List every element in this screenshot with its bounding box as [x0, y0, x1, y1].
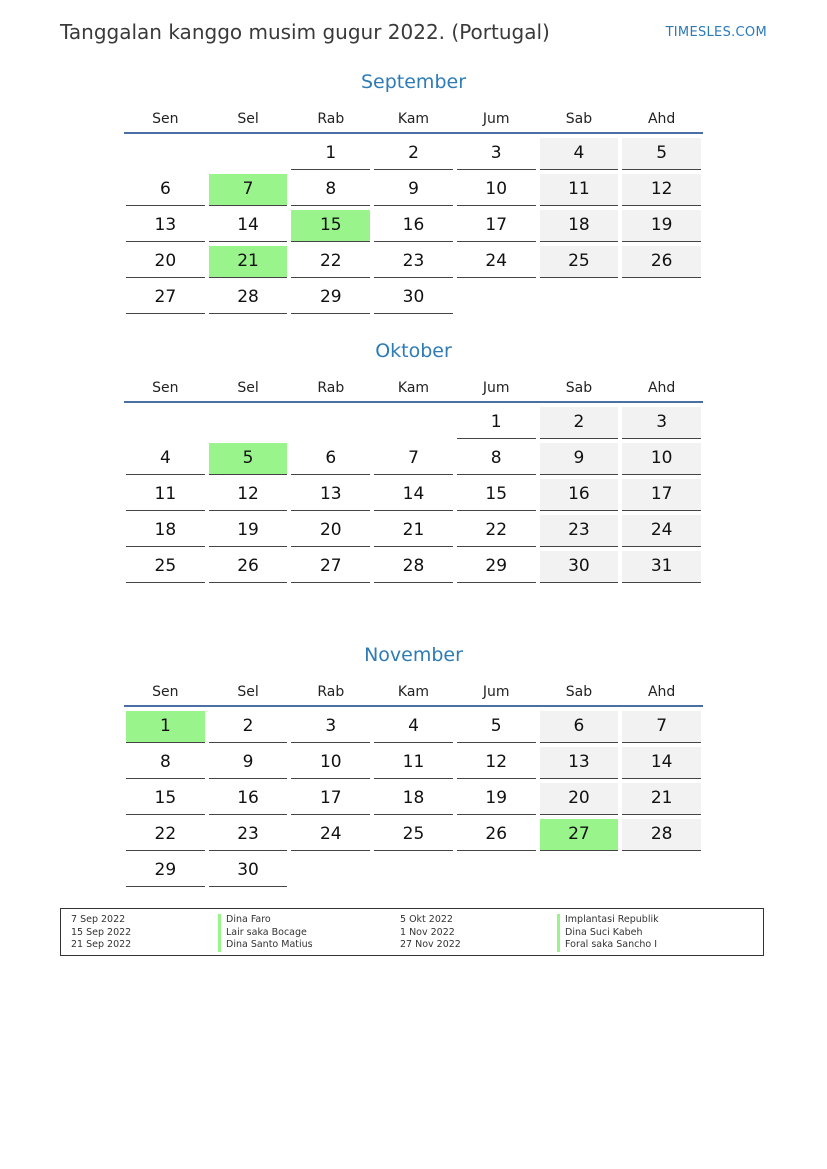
holiday-day-cell: 5: [209, 443, 288, 475]
weekday-label: Kam: [397, 380, 430, 396]
day-cell: 4: [374, 711, 453, 743]
weekend-day-cell: 7: [622, 711, 701, 743]
day-cell: 12: [457, 747, 536, 779]
weekday-label: Rab: [317, 111, 345, 127]
weekend-day-cell: 18: [540, 210, 619, 242]
day-cell: 5: [457, 711, 536, 743]
day-cell: 29: [126, 855, 205, 887]
weekend-day-cell: 30: [540, 551, 619, 583]
weekday-header: [124, 679, 703, 707]
holiday-day-cell: 1: [126, 711, 205, 743]
weekend-day-cell: 25: [540, 246, 619, 278]
day-cell: 6: [291, 443, 370, 475]
day-cell: 11: [126, 479, 205, 511]
day-cell: 25: [374, 819, 453, 851]
weekend-day-cell: 17: [622, 479, 701, 511]
day-cell: 25: [126, 551, 205, 583]
empty-cell: [372, 407, 455, 443]
page-title: Tanggalan kanggo musim gugur 2022. (Portugal): [60, 20, 550, 44]
weekend-day-cell: 12: [622, 174, 701, 206]
day-cell: 22: [291, 246, 370, 278]
day-cell: 6: [126, 174, 205, 206]
empty-cell: [289, 407, 372, 443]
weekday-label: Sen: [152, 111, 179, 127]
day-cell: 19: [457, 783, 536, 815]
weekday-label: Ahd: [647, 684, 676, 700]
empty-cell: [207, 138, 290, 174]
holiday-date: 1 Nov 2022: [400, 926, 455, 938]
day-cell: 15: [457, 479, 536, 511]
day-cell: 27: [126, 282, 205, 314]
holiday-dates-col-1: [71, 914, 131, 952]
day-cell: 28: [209, 282, 288, 314]
holiday-name: Implantasi Republik: [557, 914, 659, 927]
day-cell: 9: [374, 174, 453, 206]
weekday-header: [124, 106, 703, 134]
holiday-date: 21 Sep 2022: [71, 939, 132, 950]
weekend-day-cell: 16: [540, 479, 619, 511]
day-cell: 1: [291, 138, 370, 170]
holiday-names-col-1: [218, 914, 313, 952]
day-cell: 28: [374, 551, 453, 583]
weekend-day-cell: 23: [540, 515, 619, 547]
day-cell: 18: [374, 783, 453, 815]
day-cell: 10: [457, 174, 536, 206]
holiday-name: Foral saka Sancho I: [557, 939, 659, 952]
day-cell: 29: [457, 551, 536, 583]
weekday-label: Sel: [237, 380, 259, 396]
day-cell: 8: [291, 174, 370, 206]
weekend-day-cell: 19: [622, 210, 701, 242]
weekday-label: Sab: [565, 380, 593, 396]
day-cell: 23: [209, 819, 288, 851]
day-cell: 24: [291, 819, 370, 851]
weekend-day-cell: 31: [622, 551, 701, 583]
weekend-day-cell: 5: [622, 138, 701, 170]
day-cell: 13: [291, 479, 370, 511]
weekend-day-cell: 24: [622, 515, 701, 547]
weekend-day-cell: 14: [622, 747, 701, 779]
day-cell: 26: [209, 551, 288, 583]
weekday-label: Sen: [152, 380, 179, 396]
holiday-day-cell: 21: [209, 246, 288, 278]
day-grid: [124, 407, 703, 587]
day-grid: [124, 138, 703, 318]
holiday-name: Dina Santo Matius: [218, 939, 313, 952]
holiday-day-cell: 15: [291, 210, 370, 242]
day-cell: 3: [457, 138, 536, 170]
holiday-date: 15 Sep 2022: [71, 926, 132, 938]
weekday-label: Sab: [565, 111, 593, 127]
day-cell: 8: [457, 443, 536, 475]
weekday-label: Jum: [482, 684, 510, 700]
holiday-legend: [60, 908, 764, 956]
day-cell: 4: [126, 443, 205, 475]
weekday-label: Sel: [237, 111, 259, 127]
weekday-label: Ahd: [647, 111, 676, 127]
month-calendar-september: [124, 69, 703, 318]
day-cell: 27: [291, 551, 370, 583]
weekday-label: Kam: [397, 684, 430, 700]
weekend-day-cell: 28: [622, 819, 701, 851]
day-cell: 18: [126, 515, 205, 547]
weekend-day-cell: 11: [540, 174, 619, 206]
day-cell: 20: [291, 515, 370, 547]
day-cell: 30: [374, 282, 453, 314]
day-cell: 14: [209, 210, 288, 242]
day-cell: 16: [209, 783, 288, 815]
day-cell: 2: [374, 138, 453, 170]
weekend-day-cell: 4: [540, 138, 619, 170]
weekend-day-cell: 6: [540, 711, 619, 743]
day-cell: 1: [457, 407, 536, 439]
weekend-day-cell: 21: [622, 783, 701, 815]
weekday-label: Jum: [482, 380, 510, 396]
holiday-day-cell: 27: [540, 819, 619, 851]
weekday-label: Jum: [482, 111, 510, 127]
site-link[interactable]: TIMESLES.COM: [665, 25, 767, 40]
day-cell: 24: [457, 246, 536, 278]
day-cell: 22: [457, 515, 536, 547]
holiday-name: Dina Faro: [218, 914, 313, 927]
holiday-name: Dina Suci Kabeh: [557, 927, 659, 940]
holiday-date: 7 Sep 2022: [71, 914, 126, 925]
day-cell: 12: [209, 479, 288, 511]
day-grid: [124, 711, 703, 891]
day-cell: 22: [126, 819, 205, 851]
weekend-day-cell: 26: [622, 246, 701, 278]
weekend-day-cell: 2: [540, 407, 619, 439]
holiday-names-col-2: [557, 914, 659, 952]
day-cell: 3: [291, 711, 370, 743]
day-cell: 2: [209, 711, 288, 743]
day-cell: 11: [374, 747, 453, 779]
day-cell: 16: [374, 210, 453, 242]
day-cell: 8: [126, 747, 205, 779]
day-cell: 9: [209, 747, 288, 779]
empty-cell: [124, 138, 207, 174]
weekday-label: Ahd: [647, 380, 676, 396]
month-name: September: [360, 71, 467, 93]
empty-cell: [207, 407, 290, 443]
day-cell: 14: [374, 479, 453, 511]
day-cell: 19: [209, 515, 288, 547]
holiday-dates-col-2: [400, 914, 461, 952]
day-cell: 13: [126, 210, 205, 242]
weekday-label: Sab: [565, 684, 593, 700]
weekend-day-cell: 3: [622, 407, 701, 439]
day-cell: 21: [374, 515, 453, 547]
holiday-name: Lair saka Bocage: [218, 927, 313, 940]
weekend-day-cell: 9: [540, 443, 619, 475]
weekday-label: Rab: [317, 684, 345, 700]
weekend-day-cell: 13: [540, 747, 619, 779]
month-name: November: [364, 644, 463, 666]
weekday-label: Rab: [317, 380, 345, 396]
weekend-day-cell: 20: [540, 783, 619, 815]
holiday-day-cell: 7: [209, 174, 288, 206]
day-cell: 7: [374, 443, 453, 475]
day-cell: 15: [126, 783, 205, 815]
day-cell: 17: [291, 783, 370, 815]
empty-cell: [124, 407, 207, 443]
weekday-label: Sen: [152, 684, 179, 700]
weekend-day-cell: 10: [622, 443, 701, 475]
month-calendar-oktober: [124, 338, 703, 587]
day-cell: 30: [209, 855, 288, 887]
day-cell: 20: [126, 246, 205, 278]
month-name: Oktober: [375, 340, 452, 362]
day-cell: 10: [291, 747, 370, 779]
holiday-date: 27 Nov 2022: [400, 939, 461, 950]
month-calendar-november: [124, 642, 703, 891]
day-cell: 29: [291, 282, 370, 314]
day-cell: 17: [457, 210, 536, 242]
day-cell: 26: [457, 819, 536, 851]
weekday-label: Kam: [397, 111, 430, 127]
weekday-header: [124, 375, 703, 403]
weekday-label: Sel: [237, 684, 259, 700]
day-cell: 23: [374, 246, 453, 278]
holiday-date: 5 Okt 2022: [400, 914, 453, 925]
